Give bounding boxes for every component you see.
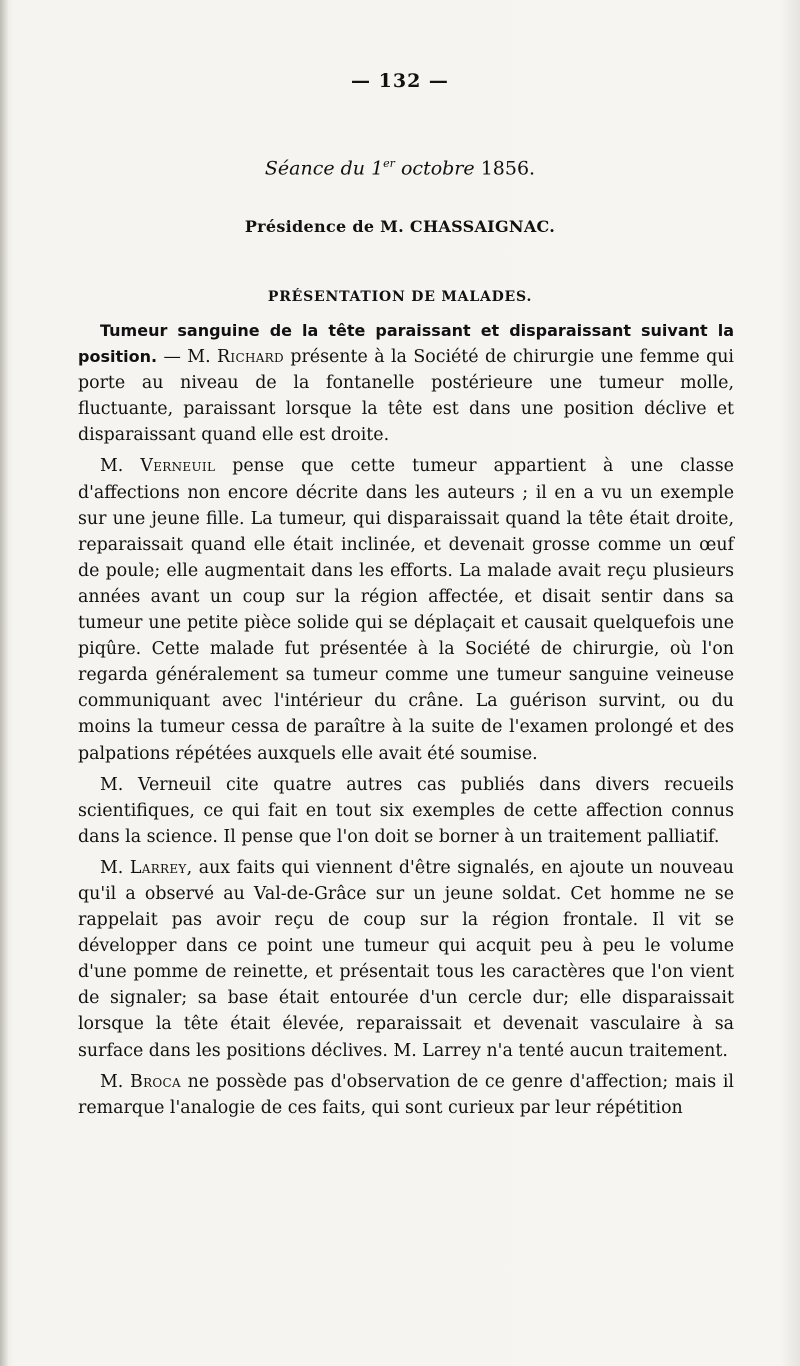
- speaker-name-richard: Richard: [217, 347, 284, 368]
- body-text: [78, 318, 734, 1126]
- session-title-year: 1856.: [480, 157, 536, 180]
- session-title: [0, 157, 800, 179]
- paragraph-3: M. Verneuil cite quatre autres cas publiés dans divers recueils scientifiques, ce qui fait en tout six exemples de cette affection connus dans la science. Il pense que l'on doit se borner à un traitement palliatif.: [78, 774, 734, 847]
- section-heading: PRÉSENTATION DE MALADES.: [267, 289, 533, 305]
- paragraph-2-text: pense que cette tumeur appartient à une classe d'affections non encore décrite dans les auteurs ; il en a vu un exemple sur une jeune fille. La tumeur, qui disparaissait quand la tête était droite, reparaissait quand elle était inclinée, et devenait grosse comme un œuf de poule; elle augmentait dans les efforts. La malade avait reçu plusieurs années avant un coup sur la région affectée, et disait sentir dans sa tumeur une petite pièce solide qui se déplaçait et causait quelquefois une piqûre. Cette malade fut présentée à la Société de chirurgie, où l'on regarda généralement sa tumeur comme une tumeur sanguine veineuse communiquant avec l'intérieur du crâne. La guérison survint, ou du moins la tumeur cessa de paraître à la suite de l'examen prolongé et des palpations répétées auxquels elle avait été soumise.: [78, 456, 734, 764]
- paragraph-5: [78, 1069, 734, 1121]
- session-title-month: octobre: [394, 157, 481, 180]
- speaker-name-verneuil: Verneuil: [140, 456, 216, 477]
- paragraph-4-prefix: M.: [100, 857, 130, 878]
- session-title-superscript: er: [383, 157, 395, 170]
- paragraph-5-prefix: M.: [100, 1071, 130, 1092]
- paragraph-5-text: ne possède pas d'observation de ce genre d'affection; mais il remarque l'analogie de ces faits, qui sont curieux par leur répétition: [78, 1071, 734, 1118]
- paragraph-2: [78, 453, 734, 766]
- paragraph-4: [78, 855, 734, 1064]
- presidence-line: Présidence de M. CHASSAIGNAC.: [244, 217, 556, 236]
- session-title-prefix: Séance du 1: [264, 157, 384, 180]
- page-number: — 132 —: [351, 70, 449, 92]
- paragraph-2-prefix: M.: [100, 456, 141, 477]
- paragraph-1-dash: — M.: [157, 347, 218, 368]
- paragraph-1: [78, 318, 734, 448]
- paragraph-4-text: , aux faits qui viennent d'être signalés, en ajoute un nouveau qu'il a observé au Val-de-Grâce sur un jeune soldat. Cet homme ne se rappelait pas avoir reçu de coup sur la région frontale. Il vit se développer dans ce point une tumeur qui acquit peu à peu le volume d'une pomme de reinette, et présentait tous les caractères que l'on vient de signaler; sa base était entourée d'un cercle dur; elle disparaissait lorsque la tête était élevée, reparaissait et devenait vasculaire à sa surface dans les positions déclives. M. Larrey n'a tenté aucun traitement.: [78, 857, 734, 1061]
- speaker-name-larrey: Larrey: [129, 857, 187, 878]
- paragraph-1-text: présente à la Société de chirurgie une femme qui porte au niveau de la fontanelle postérieure une tumeur molle, fluctuante, paraissant lorsque la tête est dans une position déclive et disparaissant quand elle est droite.: [78, 347, 734, 446]
- case-title: Tumeur sanguine de la tête paraissant et disparaissant suivant la position.: [78, 321, 734, 367]
- page-spine-shadow: [0, 0, 8, 1366]
- speaker-name-broca: Broca: [130, 1071, 182, 1092]
